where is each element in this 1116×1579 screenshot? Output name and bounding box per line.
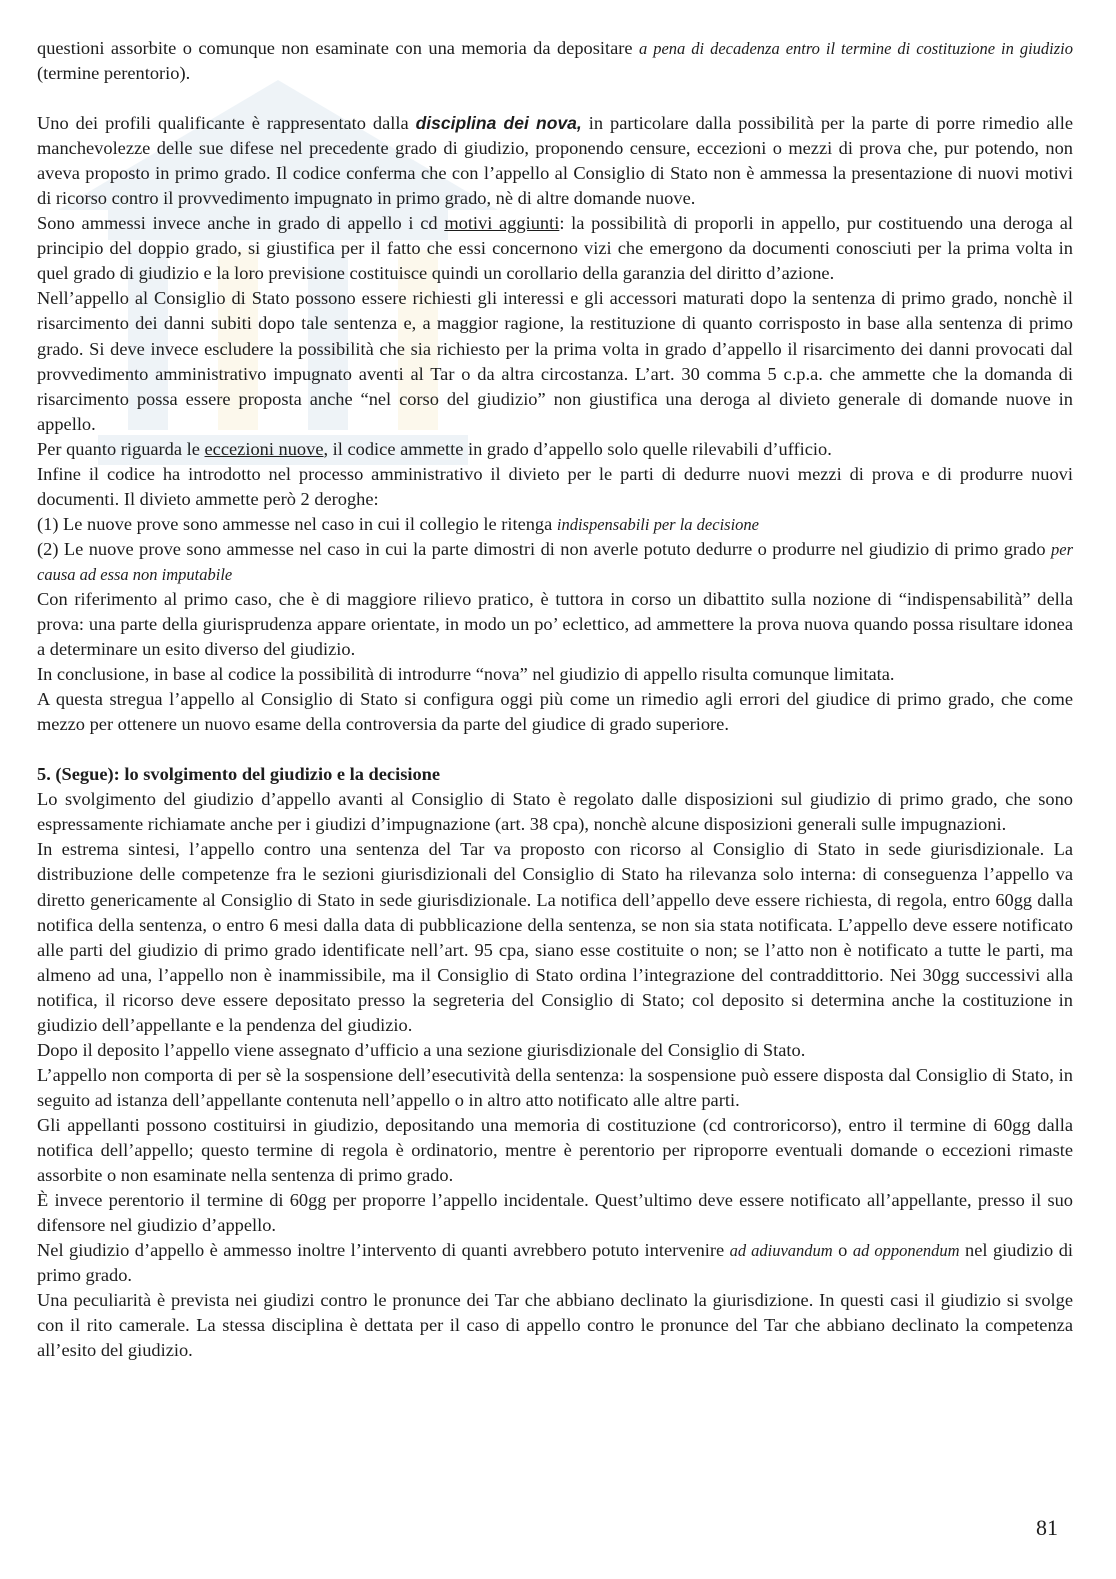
paragraph: Infine il codice ha introdotto nel processo amministrativo il divieto per le parti di dedurre nuovi mezzi di prova e di produrre nuovi documenti. Il divieto ammette però 2 deroghe: — [37, 463, 1073, 509]
paragraph: A questa stregua l’appello al Consiglio di Stato si configura oggi più come un rimedio agli errori del giudice di primo grado, che come mezzo per ottenere un nuovo esame della controversia da parte del giudice di grado superiore. — [37, 689, 1073, 735]
paragraph: Sono ammessi invece anche in grado di appello i cd motivi aggiunti: la possibilità di proporli in appello, pur costituendo una deroga al principio del doppio grado, si giustifica per il fatto che essi concernono vizi che emergono da documenti conosciuti per la prima volta in quel grado di giudizio e la loro previsione costituisce quindi un corollario della garanzia del diritto d’azione. — [37, 213, 1073, 284]
term-disciplina-dei-nova: disciplina dei nova, — [415, 113, 582, 134]
paragraph: Con riferimento al primo caso, che è di maggiore rilievo pratico, è tuttora in corso un dibattito sulla nozione di “indispensabilità” della prova: una parte della giurisprudenza appare orientate, in modo un po’ eclettico, ad ammettere la prova nuova quando possa risultare idonea a determinare un esito diverso del giudizio. — [37, 588, 1073, 660]
paragraph: L’appello non comporta di per sè la sospensione dell’esecutività della sentenza: la sospensione può essere disposta dal Consiglio di Stato, in seguito ad istanza dell’appellante contenuta nell’appello o in altro atto notificato alle altre parti. — [37, 1064, 1073, 1110]
paragraph: Lo svolgimento del giudizio d’appello avanti al Consiglio di Stato è regolato dalle disposizioni sul giudizio di primo grado, che sono espressamente richiamate anche per i giudizi d’impugnazione (art. 38 cpa), nonchè alcune disposizioni generali sulle impugnazioni. — [37, 789, 1073, 835]
paragraph: Gli appellanti possono costituirsi in giudizio, depositando una memoria di costituzione (cd controricorso), entro il termine di 60gg dalla notifica dell’appello; questo termine di regola è ordinatorio, mentre è perentorio per riproporre eventuali domande o eccezioni rimaste assorbite o non esaminate nella sentenza di primo grado. — [37, 1114, 1073, 1186]
paragraph: Nell’appello al Consiglio di Stato possono essere richiesti gli interessi e gli accessori maturati dopo la sentenza di primo grado, nonchè il risarcimento dei danni subiti dopo tale sentenza e, a maggior ragione, la restituzione di quanto corrisposto in base alla sentenza di primo grado. Si deve invece escludere la possibilità che sia richiesto per la prima volta in grado d’appello il risarcimento dei danni provocati dal provvedimento amministrativo impugnato aventi al Tar o da altra circostanza. L’art. 30 comma 5 c.p.a. che ammette che la domanda di risarcimento possa essere proposta anche “nel corso del giudizio” non giustifica una deroga al divieto generale di domande nuove in appello. — [37, 288, 1073, 434]
term-eccezioni-nuove: eccezioni nuove — [204, 438, 324, 459]
list-item: (1) Le nuove prove sono ammesse nel caso in cui il collegio le ritenga indispensabili per la decisione — [37, 513, 759, 534]
paragraph: Uno dei profili qualificante è rappresentato dalla disciplina dei nova, in particolare dalla possibilità per la parte di porre rimedio alle manchevolezze delle sue difese nel precedente grado di giudizio, proponendo censure, eccezioni o mezzi di prova che, pur potendo, non aveva proposto in primo grado. Il codice conferma che con l’appello al Consiglio di Stato non è ammessa la presentazione di nuovi motivi di ricorso contro il provvedimento impugnato in primo grado, nè di altre domande nuove. — [37, 113, 1073, 209]
paragraph: Nel giudizio d’appello è ammesso inoltre l’intervento di quanti avrebbero potuto intervenire ad adiuvandum o ad opponendum nel giudizio di primo grado. — [37, 1240, 1074, 1286]
page-number: 81 — [1036, 1515, 1058, 1540]
paragraph: È invece perentorio il termine di 60gg per proporre l’appello incidentale. Quest’ultimo deve essere notificato all’appellante, presso il suo difensore nel giudizio d’appello. — [37, 1190, 1073, 1236]
paragraph: Dopo il deposito l’appello viene assegnato d’ufficio a una sezione giurisdizionale del Consiglio di Stato. — [37, 1039, 806, 1060]
section-heading: 5. (Segue): lo svolgimento del giudizio e la decisione — [37, 764, 441, 785]
paragraph: Per quanto riguarda le eccezioni nuove, il codice ammette in grado d’appello solo quelle rilevabili d’ufficio. — [37, 438, 832, 459]
paragraph: In conclusione, in base al codice la possibilità di introdurre “nova” nel giudizio di appello risulta comunque limitata. — [37, 664, 895, 685]
paragraph: questioni assorbite o comunque non esaminate con una memoria da depositare a pena di decadenza entro il termine di costituzione in giudizio (termine perentorio). — [37, 38, 1073, 84]
list-item: (2) Le nuove prove sono ammesse nel caso in cui la parte dimostri di non averle potuto dedurre o produrre nel giudizio di primo grado per causa ad essa non imputabile — [37, 538, 1073, 584]
paragraph: In estrema sintesi, l’appello contro una sentenza del Tar va proposto con ricorso al Consiglio di Stato in sede giurisdizionale. La distribuzione delle competenze fra le sezioni giurisdizionali del Consiglio di Stato ha rilevanza solo interna: di conseguenza l’appello va diretto genericamente al Consiglio di Stato in sede giurisdizionale. La notifica dell’appello deve essere richiesta, di regola, entro 60gg dalla notifica della sentenza, o entro 6 mesi dalla data di pubblicazione della sentenza, se non sia stata notificata. L’appello deve essere notificato alle parti del giudizio di primo grado identificate nell’art. 95 cpa, siano esse costituite o non; se l’atto non è notificato a tutte le parti, ma almeno ad una, l’appello non è inammissibile, ma il Consiglio di Stato ordina l’integrazione del contraddittorio. Nei 30gg successivi alla notifica, il ricorso deve essere depositato presso la segreteria del Consiglio di Stato; col deposito si determina anche la costituzione in giudizio dell’appellante e la pendenza del giudizio. — [37, 839, 1073, 1035]
term-motivi-aggiunti: motivi aggiunti — [444, 213, 560, 234]
document-page — [37, 36, 1073, 1363]
paragraph: Una peculiarità è prevista nei giudizi contro le pronunce dei Tar che abbiano declinato la giurisdizione. In questi casi il giudizio si svolge con il rito camerale. La stessa disciplina è dettata per il caso di appello contro le pronunce del Tar che abbiano declinato la competenza all’esito del giudizio. — [37, 1290, 1073, 1361]
